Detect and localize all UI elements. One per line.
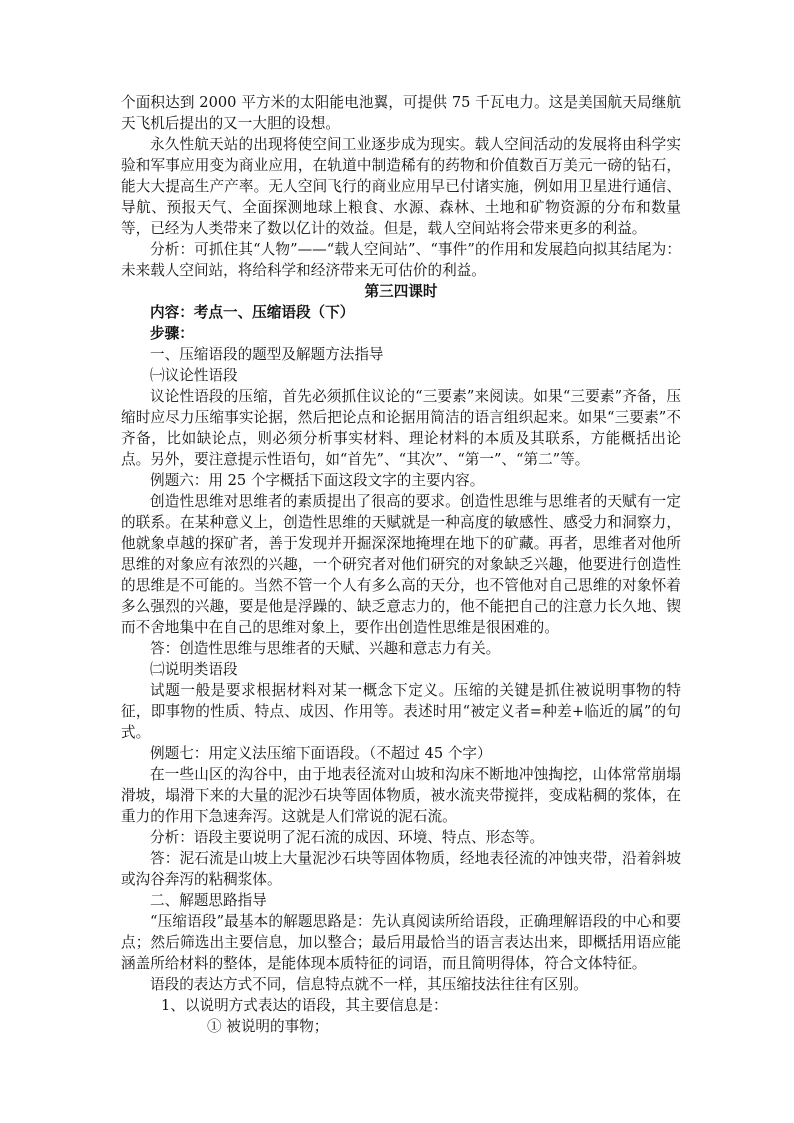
paragraph: 个面积达到 2000 平方米的太阳能电池翼，可提供 75 千瓦电力。这是美国航天局继航天飞机后提出的又一大胆的设想。 [121,94,681,132]
paragraph: ㈡说明类语段 [150,661,238,678]
paragraph: 在一些山区的沟谷中，由于地表径流对山坡和沟床不断地冲蚀掏挖，山体常常崩塌滑坡，塌滑下来的大量的泥沙石块等固体物质，被水流夹带搅拌，变成粘稠的浆体，在重力的作用下急速奔泻。这就是人们常说的泥石流。 [121,766,681,825]
paragraph: “压缩语段”最基本的解题思路是：先认真阅读所给语段，正确理解语段的中心和要点；然后筛选出主要信息，加以整合；最后用最恰当的语言表达出来，即概括用语应能涵盖所给材料的整体，是能体现本质特征的词语，而且简明得体，符合文体特征。 [121,913,681,972]
paragraph: 步骤： [150,325,194,342]
paragraph: 1、以说明方式表达的语段，其主要信息是： [161,997,448,1014]
paragraph: 例题七：用定义法压缩下面语段。（不超过 45 个字） [150,745,492,762]
paragraph: 分析：可抓住其“人物”——“载人空间站”、“事件”的作用和发展趋向拟其结尾为：未来载人空间站，将给科学和经济带来无可估价的利益。 [121,241,681,279]
paragraph: 二、解题思路指导 [150,892,267,909]
document-page [121,92,681,1037]
paragraph: 一、压缩语段的题型及解题方法指导 [150,346,384,363]
paragraph: 第三四课时 [364,283,438,300]
paragraph: ① 被说明的事物； [207,1018,329,1035]
paragraph: 议论性语段的压缩，首先必须抓住议论的“三要素”来阅读。如果“三要素”齐备，压缩时应尽力压缩事实论据，然后把论点和论据用简洁的语言组织起来。如果“三要素”不齐备，比如缺论点，则必须分析事实材料、理论材料的本质及其联系，方能概括出论点。另外，要注意提示性语句，如“首先”、“其次”、“第一”、“第二”等。 [121,388,681,468]
paragraph: ㈠议论性语段 [150,367,238,384]
paragraph: 创造性思维对思维者的素质提出了很高的要求。创造性思维与思维者的天赋有一定的联系。在某种意义上，创造性思维的天赋就是一种高度的敏感性、感受力和洞察力，他就象卓越的探矿者，善于发现并开掘深深地掩埋在地下的矿藏。再者，思维者对他所思维的对象应有浓烈的兴趣，一个研究者对他们研究的对象缺乏兴趣，他要进行创造性的思维是不可能的。当然不管一个人有多么高的天分，也不管他对自己思维的对象怀着多么强烈的兴趣，要是他是浮躁的、缺乏意志力的，他不能把自己的注意力长久地、锲而不舍地集中在自己的思维对象上，要作出创造性思维是很困难的。 [121,493,681,636]
paragraph: 答：创造性思维与思维者的天赋、兴趣和意志力有关。 [150,640,501,657]
paragraph: 永久性航天站的出现将使空间工业逐步成为现实。载人空间活动的发展将由科学实验和军事应用变为商业应用，在轨道中制造稀有的药物和价值数百万美元一磅的钻石，能大大提高生产产率。无人空间飞行的商业应用早已付诸实施，例如用卫星进行通信、导航、预报天气、全面探测地球上粮食、水源、森林、土地和矿物资源的分布和数量等，已经为人类带来了数以亿计的效益。但是，载人空间站将会带来更多的利益。 [121,136,681,237]
paragraph: 语段的表达方式不同，信息特点就不一样，其压缩技法往往有区别。 [150,976,588,993]
paragraph: 分析：语段主要说明了泥石流的成因、环境、特点、形态等。 [150,829,545,846]
paragraph: 例题六：用 25 个字概括下面这段文字的主要内容。 [150,472,485,489]
paragraph: 内容：考点一、压缩语段（下） [150,304,355,321]
paragraph: 答：泥石流是山坡上大量泥沙石块等固体物质，经地表径流的冲蚀夹带，沿着斜坡或沟谷奔泻的粘稠浆体。 [121,850,681,888]
paragraph: 试题一般是要求根据材料对某一概念下定义。压缩的关键是抓住被说明事物的特征，即事物的性质、特点、成因、作用等。表述时用“被定义者=种差+临近的属”的句式。 [121,682,681,741]
